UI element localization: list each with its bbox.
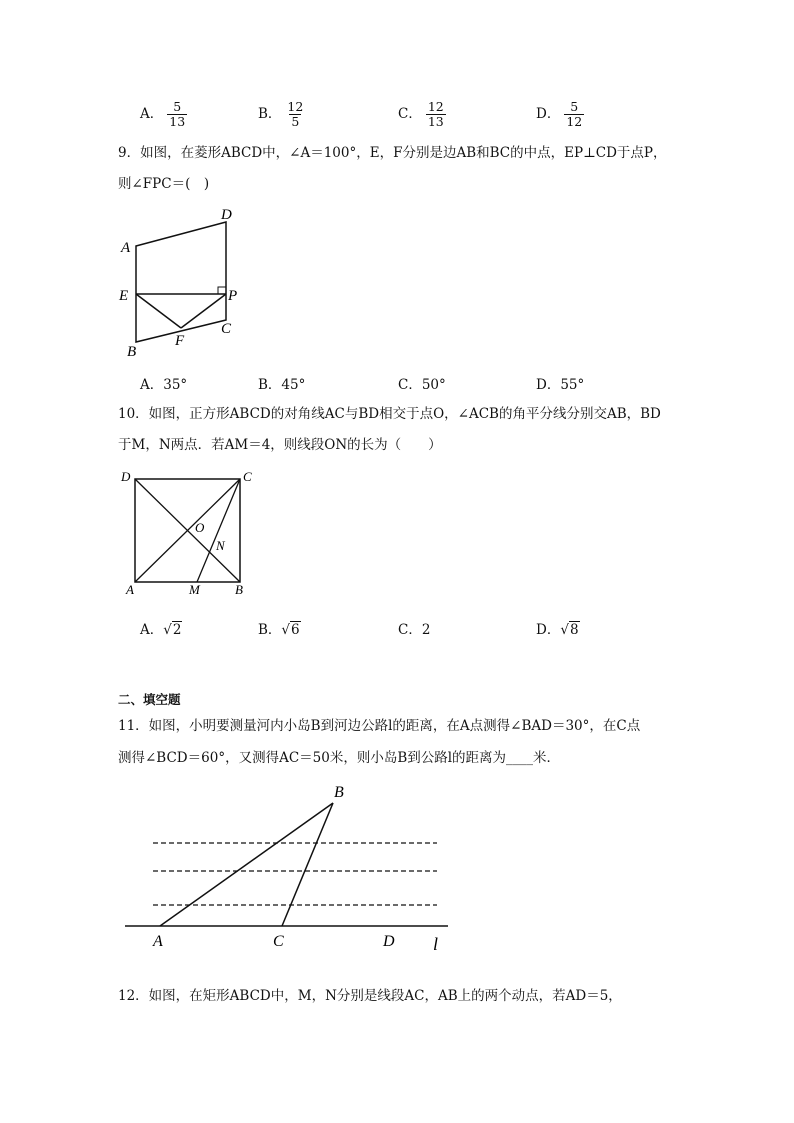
option-label: D． (536, 622, 561, 638)
radicand: 6 (291, 622, 300, 638)
label-p: P (228, 288, 238, 304)
q11-stem-line1: 11．如图，小明要测量河内小岛B到河边公路l的距离，在A点测得∠BAD＝30°，在C点 (118, 718, 641, 734)
denominator: 13 (427, 114, 444, 129)
label-a: A (121, 240, 131, 256)
q9-stem-line2: 则∠FPC＝( ) (118, 176, 210, 192)
fraction (426, 100, 446, 129)
numerator: 12 (287, 99, 304, 114)
segment-ef (136, 294, 181, 328)
q12-stem-line1: 12．如图，在矩形ABCD中，M，N分别是线段AC，AB上的两个动点，若AD＝5， (118, 988, 622, 1004)
q9-option-d: D．55° (536, 377, 585, 393)
fraction (167, 100, 187, 129)
numerator: 5 (173, 99, 182, 114)
q10-option-c (398, 618, 430, 638)
label-n: N (216, 538, 225, 553)
label-c: C (243, 469, 252, 484)
label-d: D (383, 933, 395, 950)
right-angle-mark (218, 287, 226, 294)
label-b: B (235, 582, 243, 597)
q11-river-figure (115, 775, 465, 960)
q10-square-figure (115, 465, 265, 600)
denominator: 5 (291, 114, 300, 129)
section-title: 二、填空题 (118, 692, 181, 707)
radicand: 8 (569, 622, 579, 638)
q9-rhombus-figure (115, 200, 255, 360)
numerator: 5 (570, 99, 579, 114)
label-d: D (221, 207, 232, 223)
segment-fp (181, 294, 226, 328)
sqrt-sign: √ (163, 622, 172, 638)
label-a: A (153, 933, 163, 950)
label-b: B (334, 784, 344, 801)
label-a: A (126, 582, 134, 597)
q9-option-a: A．35° (140, 377, 188, 393)
option-label: A． (140, 106, 164, 122)
q10-option-b (258, 618, 301, 638)
option-label: C． (398, 622, 422, 638)
q9-option-b: B．45° (258, 377, 306, 393)
q8-option-d (536, 100, 584, 129)
label-m: M (189, 582, 200, 597)
option-value: 2 (421, 622, 431, 638)
fraction (285, 100, 305, 129)
sqrt-sign: √ (281, 622, 291, 638)
label-c: C (273, 933, 284, 950)
label-l: l (433, 934, 439, 954)
rhombus-abcd (136, 222, 226, 342)
option-label: B． (258, 106, 282, 122)
sqrt-sign: √ (560, 622, 569, 638)
q9-option-c: C．50° (398, 377, 446, 393)
q9-stem-line1: 9．如图，在菱形ABCD中，∠A＝100°，E，F分别是边AB和BC的中点，EP⊥CD于点P， (118, 145, 667, 161)
numerator: 12 (427, 99, 444, 114)
option-label: B． (258, 622, 282, 638)
label-f: F (175, 333, 185, 349)
q11-stem-line2: 测得∠BCD＝60°，又测得AC＝50米，则小岛B到公路l的距离为____米． (118, 750, 561, 766)
radicand: 2 (172, 622, 182, 638)
q8-option-b (258, 100, 305, 129)
denominator: 13 (169, 114, 186, 129)
q10-option-d (536, 618, 580, 638)
label-e: E (119, 288, 129, 304)
label-b: B (127, 344, 137, 360)
q10-option-a (140, 618, 182, 638)
q8-option-a (140, 100, 187, 129)
q8-option-c (398, 100, 446, 129)
option-label: D． (536, 106, 561, 122)
option-label: A． (140, 622, 164, 638)
q10-stem-line2: 于M，N两点．若AM＝4，则线段ON的长为（ ） (118, 437, 442, 453)
q10-stem-line1: 10．如图，正方形ABCD的对角线AC与BD相交于点O，∠ACB的角平分线分别交AB，BD (118, 406, 661, 422)
option-label: C． (398, 106, 422, 122)
label-o: O (195, 520, 205, 535)
label-c: C (221, 321, 232, 337)
denominator: 12 (566, 114, 583, 129)
label-d: D (121, 469, 131, 484)
fraction (564, 100, 584, 129)
